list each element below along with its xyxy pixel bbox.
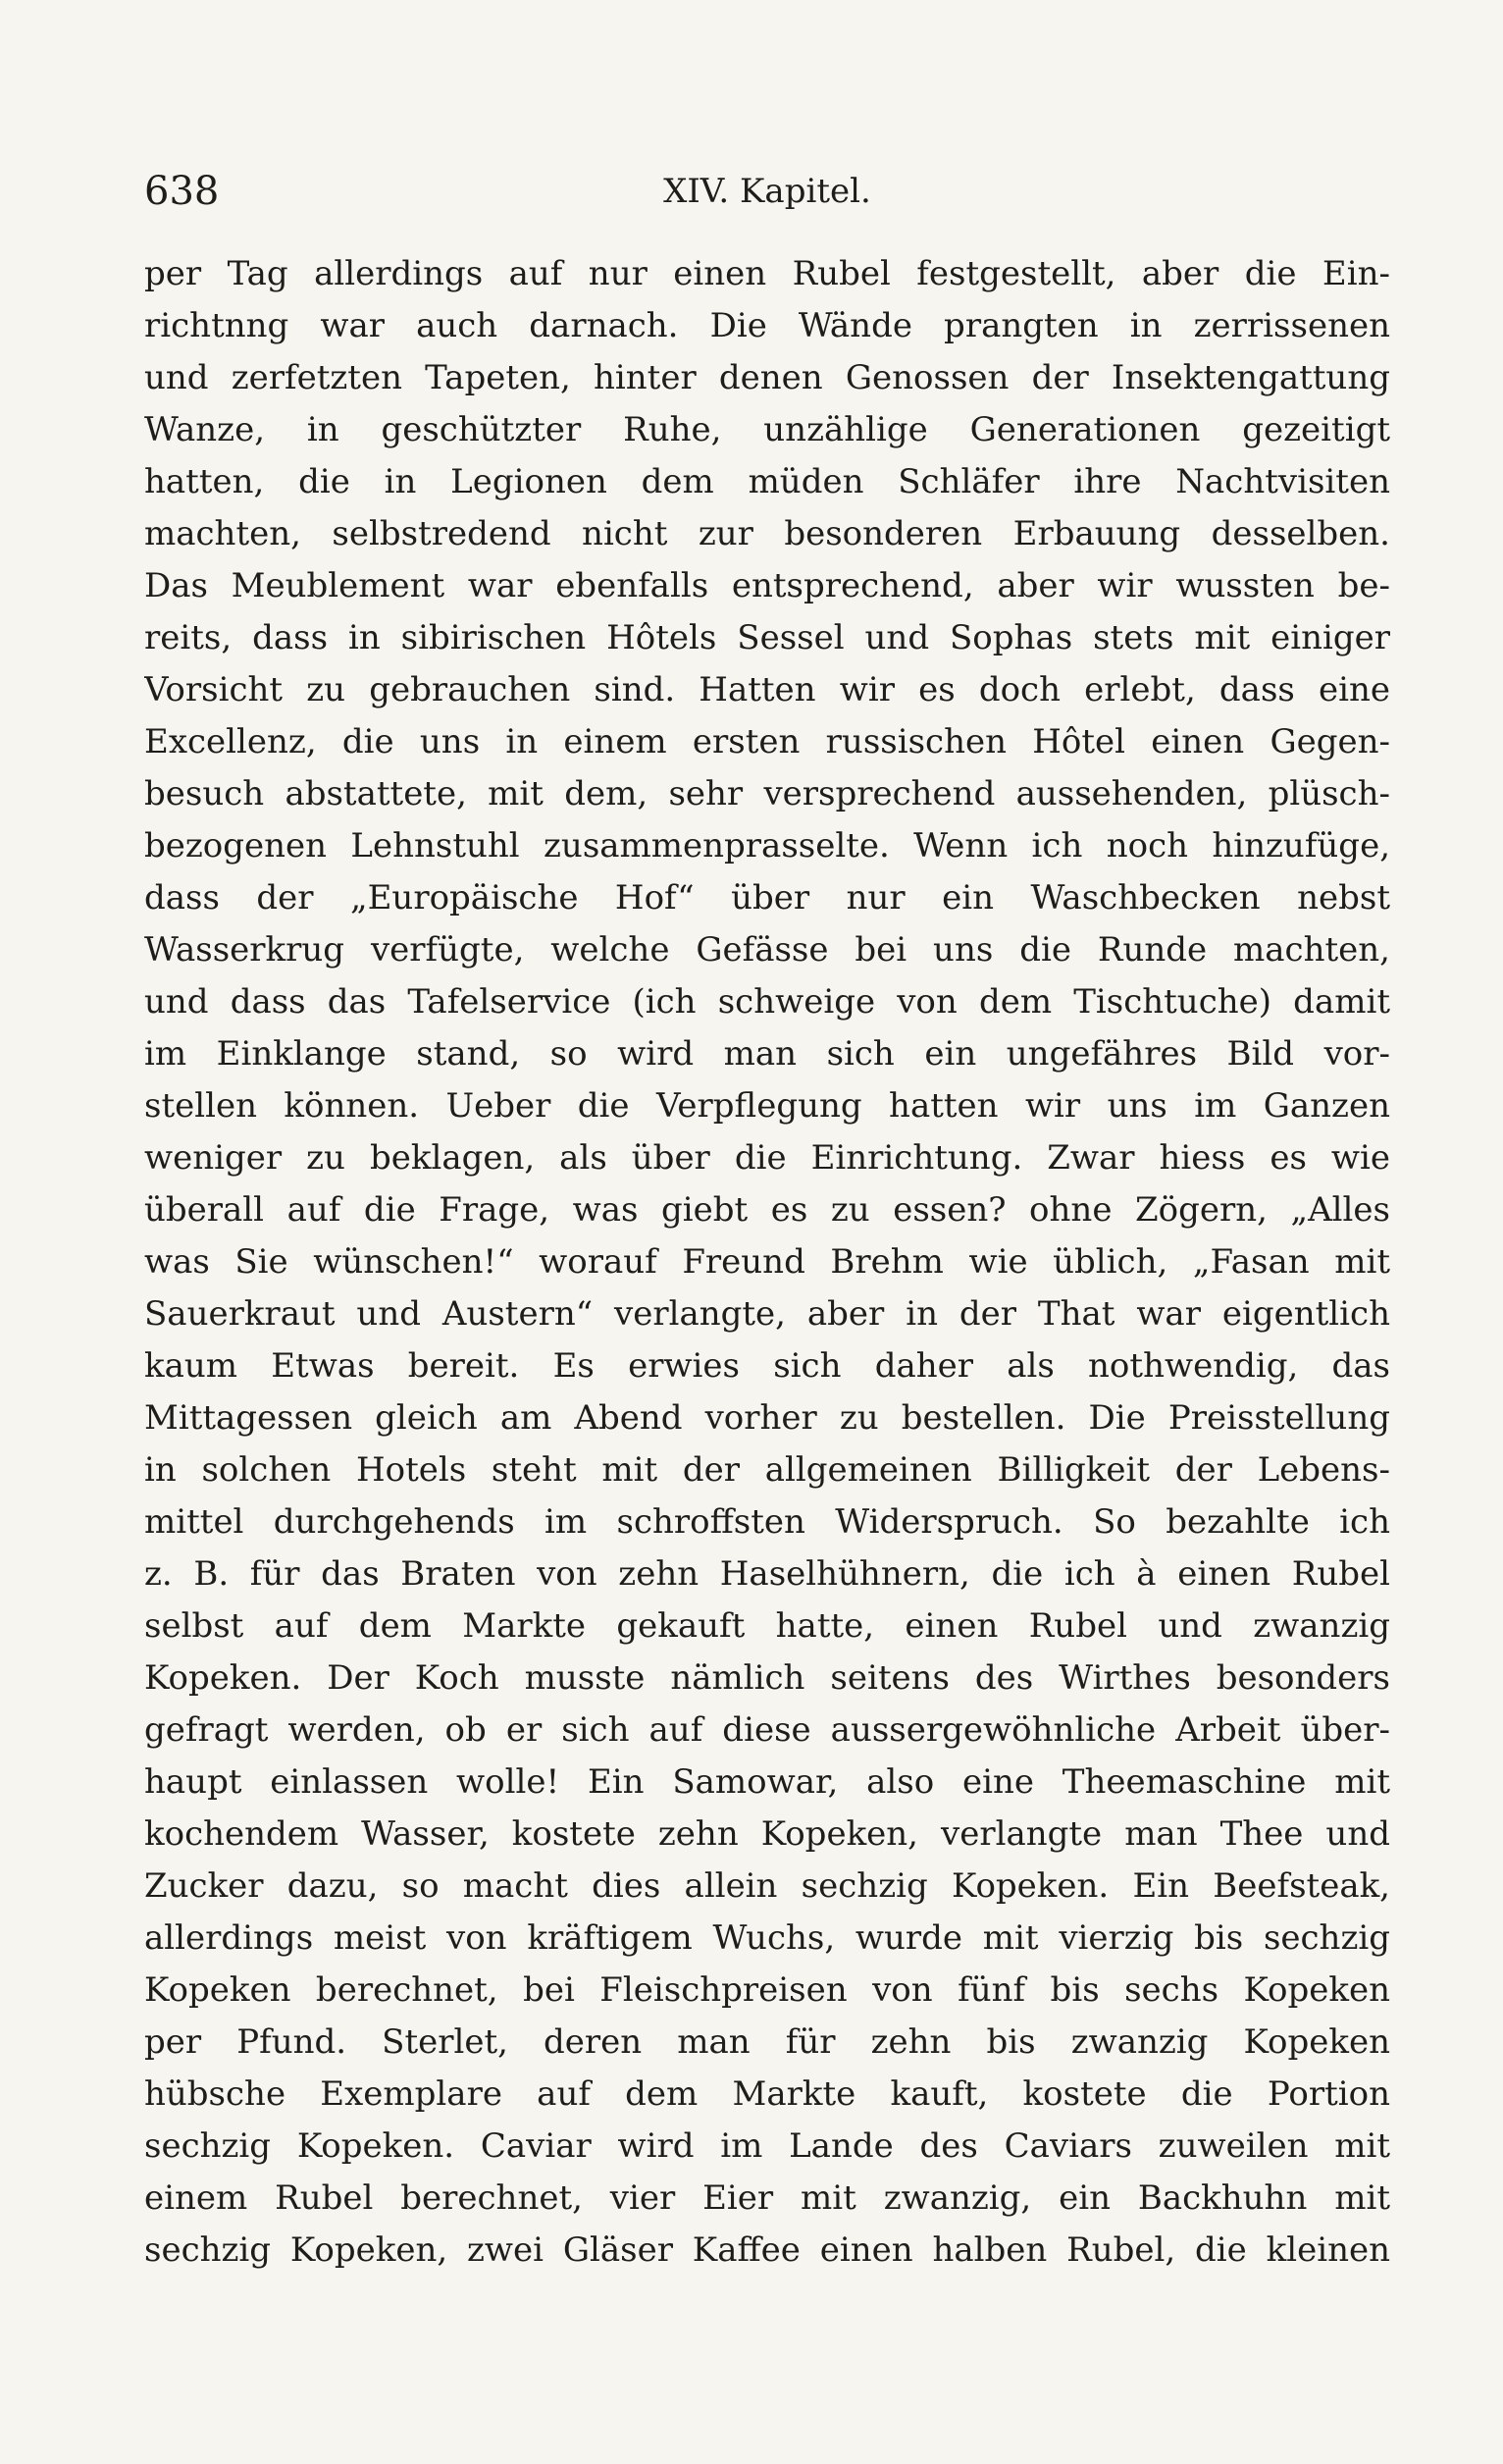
text-line: reits, dass in sibirischen Hôtels Sessel und Sophas stets mit einiger xyxy=(144,618,1390,657)
text-line: Wanze, in geschützter Ruhe, unzählige Generationen gezeitigt xyxy=(144,410,1390,449)
text-line: Mittagessen gleich am Abend vorher zu bestellen. Die Preisstellung xyxy=(144,1398,1390,1438)
text-line: Vorsicht zu gebrauchen sind. Hatten wir es doch erlebt, dass eine xyxy=(144,670,1390,709)
running-head: XIV. Kapitel. xyxy=(663,172,871,211)
text-line: Kopeken. Der Koch musste nämlich seitens des Wirthes besonders xyxy=(144,1658,1390,1698)
text-line: kochendem Wasser, kostete zehn Kopeken, verlangte man Thee und xyxy=(144,1814,1390,1854)
text-line: gefragt werden, ob er sich auf diese aussergewöhnliche Arbeit über- xyxy=(144,1710,1390,1750)
text-line: Wasserkrug verfügte, welche Gefässe bei uns die Runde machten, xyxy=(144,930,1390,970)
text-line: allerdings meist von kräftigem Wuchs, wurde mit vierzig bis sechzig xyxy=(144,1918,1390,1958)
text-line: in solchen Hotels steht mit der allgemeinen Billigkeit der Lebens- xyxy=(144,1450,1390,1490)
text-line: hatten, die in Legionen dem müden Schläfer ihre Nachtvisiten xyxy=(144,462,1390,501)
text-line: überall auf die Frage, was giebt es zu essen? ohne Zögern, „Alles xyxy=(144,1190,1390,1230)
text-line: selbst auf dem Markte gekauft hatte, einen Rubel und zwanzig xyxy=(144,1606,1390,1646)
text-line: per Tag allerdings auf nur einen Rubel festgestellt, aber die Ein- xyxy=(144,254,1390,293)
text-line: Excellenz, die uns in einem ersten russischen Hôtel einen Gegen- xyxy=(144,722,1390,761)
page-header xyxy=(144,162,1390,221)
text-line: stellen können. Ueber die Verpflegung hatten wir uns im Ganzen xyxy=(144,1086,1390,1126)
text-line: bezogenen Lehnstuhl zusammenprasselte. Wenn ich noch hinzufüge, xyxy=(144,826,1390,865)
text-line: Zucker dazu, so macht dies allein sechzig Kopeken. Ein Beefsteak, xyxy=(144,1866,1390,1906)
text-line: besuch abstattete, mit dem, sehr versprechend aussehenden, plüsch- xyxy=(144,774,1390,813)
text-line: dass der „Europäische Hof“ über nur ein Waschbecken nebst xyxy=(144,878,1390,917)
page-number: 638 xyxy=(144,169,220,214)
body-text xyxy=(144,248,1390,2277)
text-line: mittel durchgehends im schroffsten Widerspruch. So bezahlte ich xyxy=(144,1502,1390,1542)
text-line: im Einklange stand, so wird man sich ein ungefähres Bild vor- xyxy=(144,1034,1390,1074)
text-line: Das Meublement war ebenfalls entsprechend, aber wir wussten be- xyxy=(144,566,1390,605)
text-line: was Sie wünschen!“ worauf Freund Brehm wie üblich, „Fasan mit xyxy=(144,1242,1390,1282)
text-line: und zerfetzten Tapeten, hinter denen Genossen der Insektengattung xyxy=(144,358,1390,397)
text-line: richtnng war auch darnach. Die Wände prangten in zerrissenen xyxy=(144,306,1390,345)
text-line: kaum Etwas bereit. Es erwies sich daher als nothwendig, das xyxy=(144,1346,1390,1386)
text-line: Kopeken berechnet, bei Fleischpreisen von fünf bis sechs Kopeken xyxy=(144,1970,1390,2010)
text-line: Sauerkraut und Austern“ verlangte, aber in der That war eigentlich xyxy=(144,1294,1390,1334)
text-line: hübsche Exemplare auf dem Markte kauft, kostete die Portion xyxy=(144,2074,1390,2114)
text-line: weniger zu beklagen, als über die Einrichtung. Zwar hiess es wie xyxy=(144,1138,1390,1178)
text-line: z. B. für das Braten von zehn Haselhühnern, die ich à einen Rubel xyxy=(144,1554,1390,1594)
text-line: sechzig Kopeken, zwei Gläser Kaffee einen halben Rubel, die kleinen xyxy=(144,2230,1390,2270)
text-line: haupt einlassen wolle! Ein Samowar, also eine Theemaschine mit xyxy=(144,1762,1390,1802)
text-line: einem Rubel berechnet, vier Eier mit zwanzig, ein Backhuhn mit xyxy=(144,2178,1390,2218)
text-line: und dass das Tafelservice (ich schweige von dem Tischtuche) damit xyxy=(144,982,1390,1022)
text-line: machten, selbstredend nicht zur besonderen Erbauung desselben. xyxy=(144,514,1390,553)
text-line: sechzig Kopeken. Caviar wird im Lande des Caviars zuweilen mit xyxy=(144,2126,1390,2166)
text-line: per Pfund. Sterlet, deren man für zehn bis zwanzig Kopeken xyxy=(144,2022,1390,2062)
